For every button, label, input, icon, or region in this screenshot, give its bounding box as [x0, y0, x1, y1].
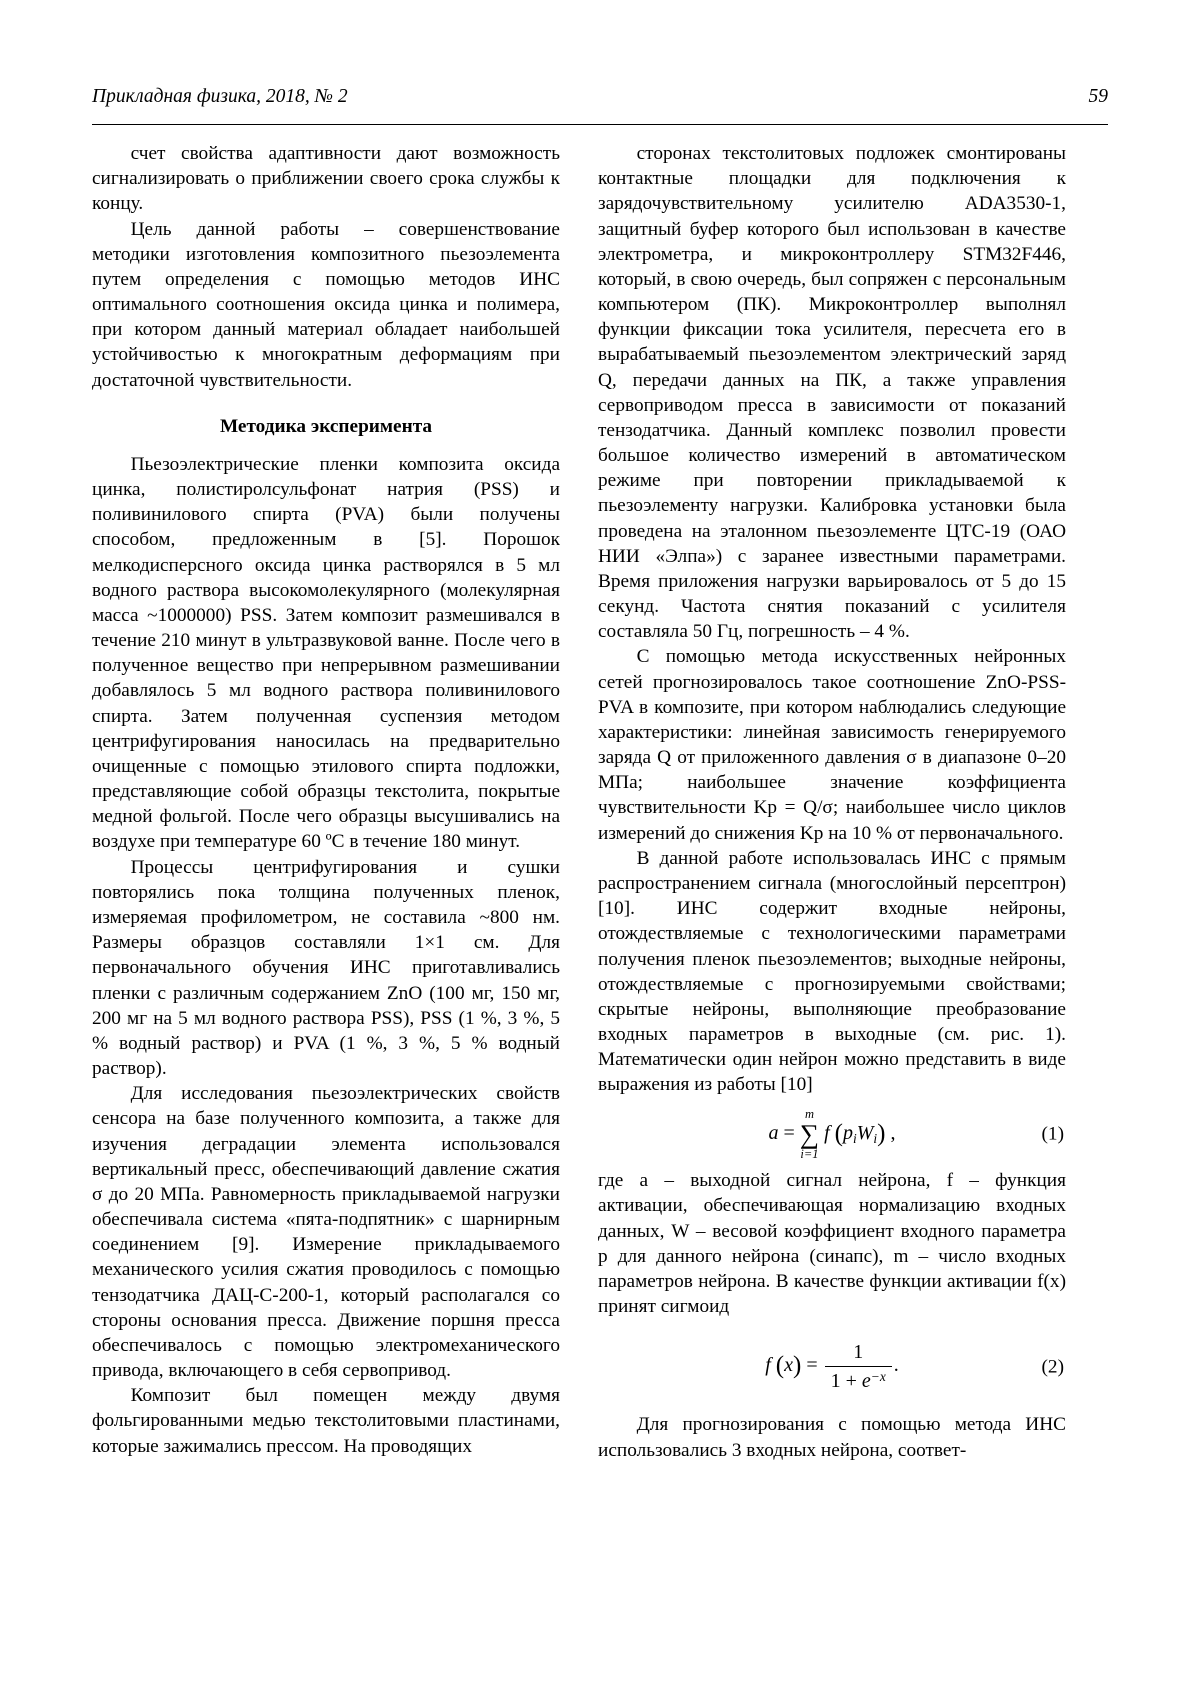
paragraph: Процессы центрифугирования и сушки повторялись пока толщина полученных пленок, измеряемая профилометром, не составила ~800 нм. Размеры образцов составляли 1×1 см. Для первоначального обучения ИНС приготавливались пленки с различным содержанием ZnO (100 мг, 150 мг, 200 мг на 5 мл водного раствора PSS), PSS (1 %, 3 %, 5 % водный раствор) и PVA (1 %, 3 %, 5 % водный раствор).: [92, 856, 560, 1080]
equation-2-number: (2): [1041, 1356, 1064, 1378]
equation-1-number: (1): [1041, 1123, 1064, 1145]
paragraph: сторонах текстолитовых подложек смонтированы контактные площадки для подключения к зарядочувствительному усилителю ADA3530-1, защитный буфер которого был использован в качестве электрометра, и микроконтроллеру STM32F446, который, в свою очередь, был сопряжен с персональным компьютером (ПК). Микроконтроллер выполнял функции фиксации тока усилителя, пересчета его в вырабатываемый пьезоэлементом электрический заряд Q, передачи данных на ПК, а также управления сервоприводом пресса в зависимости от показаний тензодатчика. Данный комплекс позволил провести большое количество измерений в автоматическом режиме при повторении прикладываемой к пьезоэлементу нагрузки. Калибровка установки была проведена на эталонном пьезоэлементе ЦТС-19 (ОАО НИИ «Элпа») с заранее известными параметрами. Время приложения нагрузки варьировалось от 5 до 15 секунд. Частота снятия показаний с усилителя составляла 50 Гц, погрешность – 4 %.: [598, 143, 1066, 643]
page-number: 59: [1088, 86, 1108, 107]
paragraph: Для исследования пьезоэлектрических свойств сенсора на базе полученного композита, а также для изучения деградации элемента использовался вертикальный пресс, обеспечивающий давление сжатия σ до 20 МПа. Равномерность прикладываемой нагрузки обеспечивала система «пята-подпятник» с шарнирным соединением [9]. Измерение прикладываемого механического усилия сжатия проводилось с помощью тензодатчика ДАЦ-С-200-1, который располагался со стороны основания пресса. Движение поршня пресса обеспечивалось с помощью электромеханического привода, включающего в себя сервопривод.: [92, 1083, 560, 1382]
equation-2-body: f (x) = $\frac{1}{1 + e^{-x}}$ .: [765, 1354, 899, 1376]
paragraph: счет свойства адаптивности дают возможность сигнализировать о приближении своего срока службы к концу.: [92, 143, 560, 215]
fraction: $\frac{1}{1 + e^{-x}}$: [825, 1339, 892, 1394]
running-head: [92, 86, 1108, 125]
two-column-body: [92, 141, 1108, 1463]
section-heading: Методика эксперимента: [219, 415, 433, 437]
equation-1-body: a = ∑ m i=1 f $(p_iW_i)$ ,: [768, 1106, 896, 1162]
equation-1: [598, 1106, 1066, 1162]
left-column: [92, 141, 560, 1459]
equation-2: [598, 1339, 1066, 1394]
journal-title: Прикладная физика, 2018, № 2: [92, 86, 348, 107]
paragraph: Композит был помещен между двумя фольгированными медью текстолитовыми пластинами, которые зажимались прессом. На проводящих: [92, 1385, 560, 1457]
paragraph: Пьезоэлектрические пленки композита оксида цинка, полистиролсульфонат натрия (PSS) и поливинилового спирта (PVA) были получены способом, предложенным в [5]. Порошок мелкодисперсного оксида цинка растворялся в 5 мл водного раствора высокомолекулярного (молекулярная масса ~1000000) PSS. Затем композит размешивался в течение 210 минут в ультразвуковой ванне. После чего в полученное вещество при непрерывном размешивании добавлялось 5 мл водного раствора поливинилового спирта. Затем полученная суспензия методом центрифугирования наносилась на предварительно очищенные с помощью этилового спирта подложки, представляющие собой образцы текстолита, покрытые медной фольгой. После чего образцы высушивались на воздухе при температуре 60 ºС в течение 180 минут.: [92, 453, 560, 853]
paragraph: Цель данной работы – совершенствование методики изготовления композитного пьезоэлемента путем определения с помощью методов ИНС оптимального соотношения оксида цинка и полимера, при котором данный материал обладает наибольшей устойчивостью к многократным деформациям при достаточной чувствительности.: [92, 218, 560, 391]
paragraph: В данной работе использовалась ИНС с прямым распространением сигнала (многослойный персептрон) [10]. ИНС содержит входные нейроны, отождествляемые с технологическими параметрами получения пленок пьезоэлементов; выходные нейроны, отождествляемые с прогнозируемыми свойствами; скрытые нейроны, выполняющие преобразование входных параметров в выходные (см. рис. 1). Математически один нейрон можно представить в виде выражения из работы [10]: [598, 847, 1066, 1096]
summation-symbol: ∑ m i=1: [799, 1106, 820, 1162]
paragraph: Для прогнозирования с помощью метода ИНС использовались 3 входных нейрона, соответ-: [598, 1414, 1066, 1461]
right-column: [598, 141, 1066, 1463]
paragraph: С помощью метода искусственных нейронных сетей прогнозировалось такое соотношение ZnO-PSS-PVA в композите, при котором наблюдались следующие характеристики: линейная зависимость генерируемого заряда Q от приложенного давления σ в диапазоне 0–20 МПа; наибольшее значение коэффициента чувствительности Kp = Q/σ; наибольшее число циклов измерений до снижения Kp на 10 % от первоначального.: [598, 646, 1066, 844]
paragraph: где a – выходной сигнал нейрона, f – функция активации, обеспечивающая нормализацию входных данных, W – весовой коэффициент входного параметра p для данного нейрона (синапс), m – число входных параметров нейрона. В качестве функции активации f(x) принят сигмоид: [598, 1170, 1066, 1318]
